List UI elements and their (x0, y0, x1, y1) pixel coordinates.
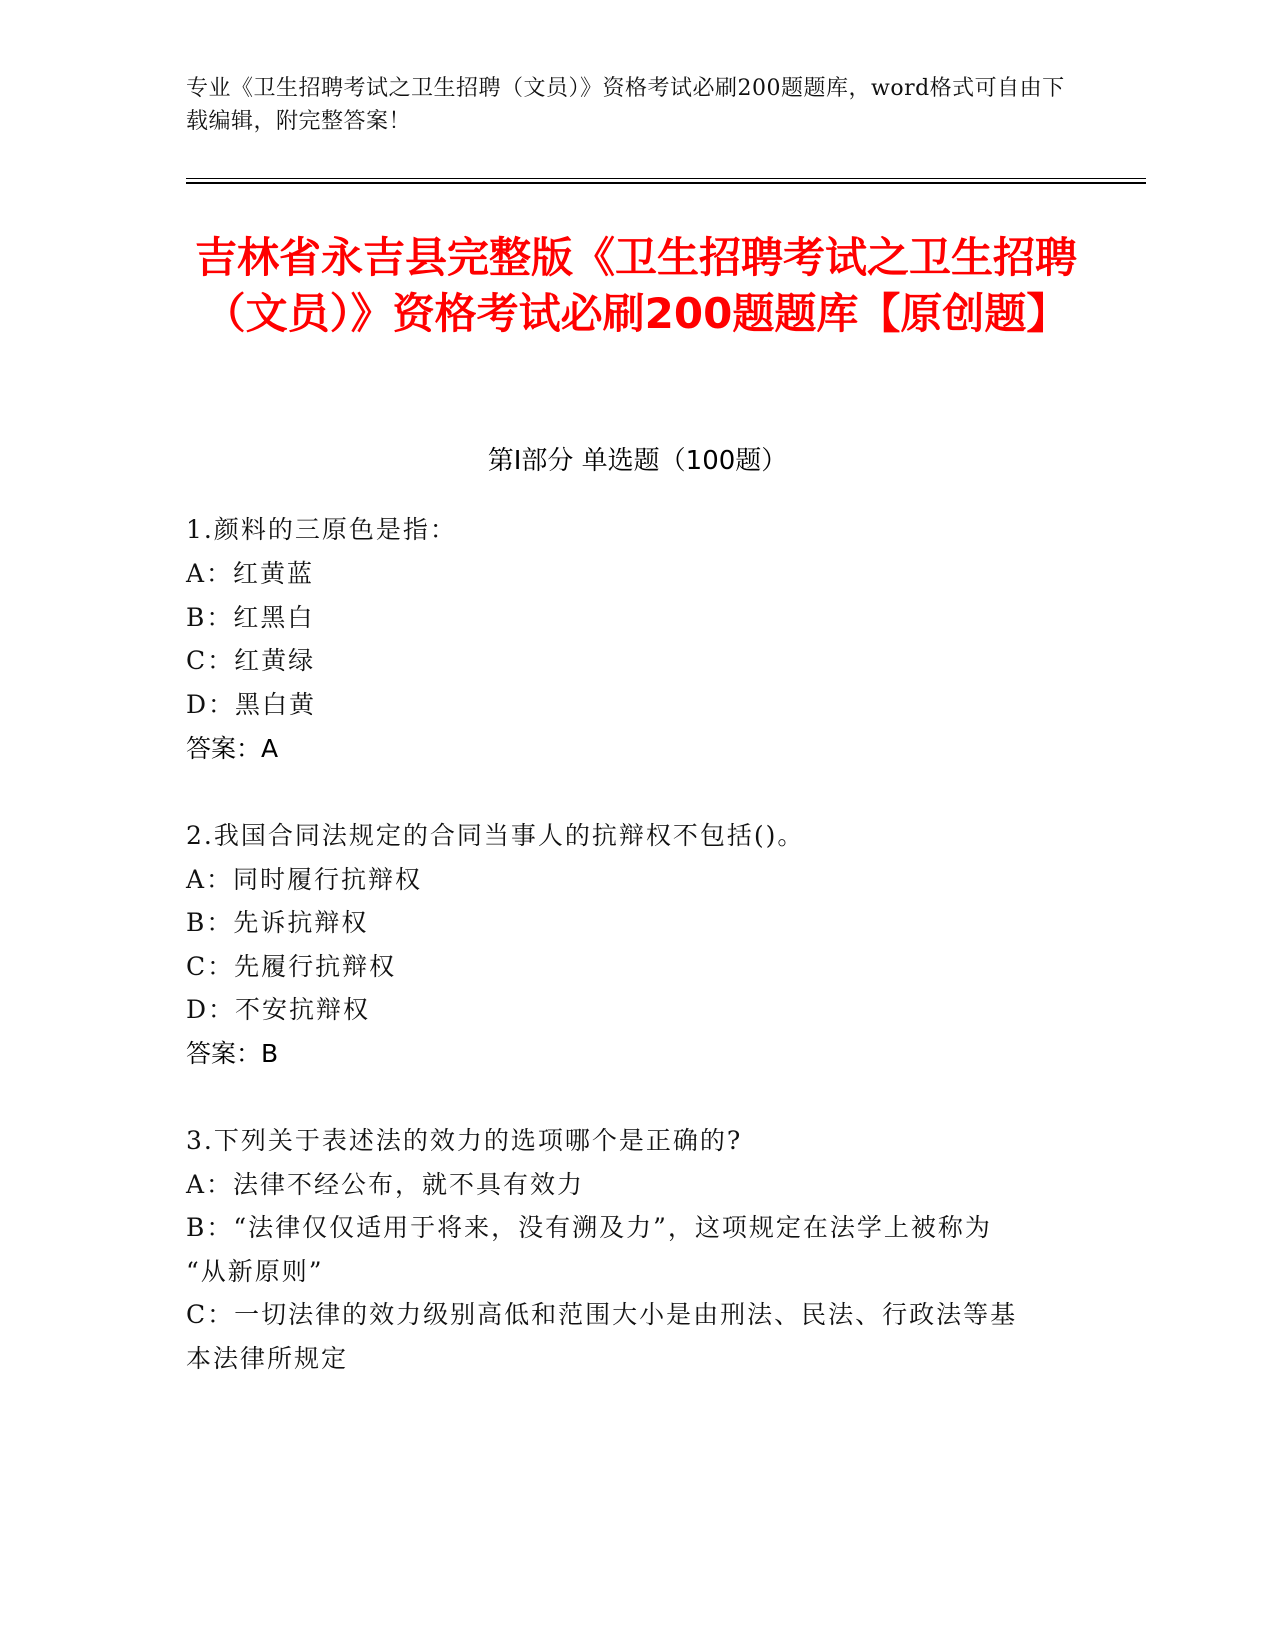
header-note: 专业《卫生招聘考试之卫生招聘（文员）》资格考试必刷200题题库，word格式可自由下载编辑，附完整答案！ (186, 76, 1065, 134)
header-divider-thin (186, 178, 1146, 179)
question-option: C：先履行抗辩权 (186, 952, 397, 981)
header-divider-thick (186, 182, 1146, 184)
document-title: 吉林省永吉县完整版《卫生招聘考试之卫生招聘（文员）》资格考试必刷200题题库【原创题】 (194, 233, 1077, 338)
question-option: D：黑白黄 (186, 690, 317, 719)
question-answer: 答案：B (186, 1039, 279, 1068)
question-option: A：同时履行抗辩权 (186, 865, 423, 894)
section-title: 第Ⅰ部分 单选题（100题） (487, 446, 788, 476)
question-option: B：“法律仅仅适用于将来，没有溯及力”，这项规定在法学上被称为 (186, 1213, 992, 1242)
question-answer: 答案：A (186, 734, 279, 763)
question-stem: 2.我国合同法规定的合同当事人的抗辩权不包括()。 (186, 821, 805, 850)
question-option: D：不安抗辩权 (186, 995, 371, 1024)
question-option-continuation: “从新原则” (186, 1257, 324, 1286)
question-stem: 3.下列关于表述法的效力的选项哪个是正确的? (186, 1126, 743, 1155)
question-option: A：法律不经公布，就不具有效力 (186, 1170, 585, 1199)
question-option: C：红黄绿 (186, 646, 316, 675)
question-option: C：一切法律的效力级别高低和范围大小是由刑法、民法、行政法等基 (186, 1300, 1018, 1329)
question-stem: 1.颜料的三原色是指： (186, 515, 457, 544)
question-option: B：红黑白 (186, 603, 315, 632)
question-option: B：先诉抗辩权 (186, 908, 369, 937)
question-option: A：红黄蓝 (186, 559, 315, 588)
question-option-continuation: 本法律所规定 (186, 1344, 349, 1373)
